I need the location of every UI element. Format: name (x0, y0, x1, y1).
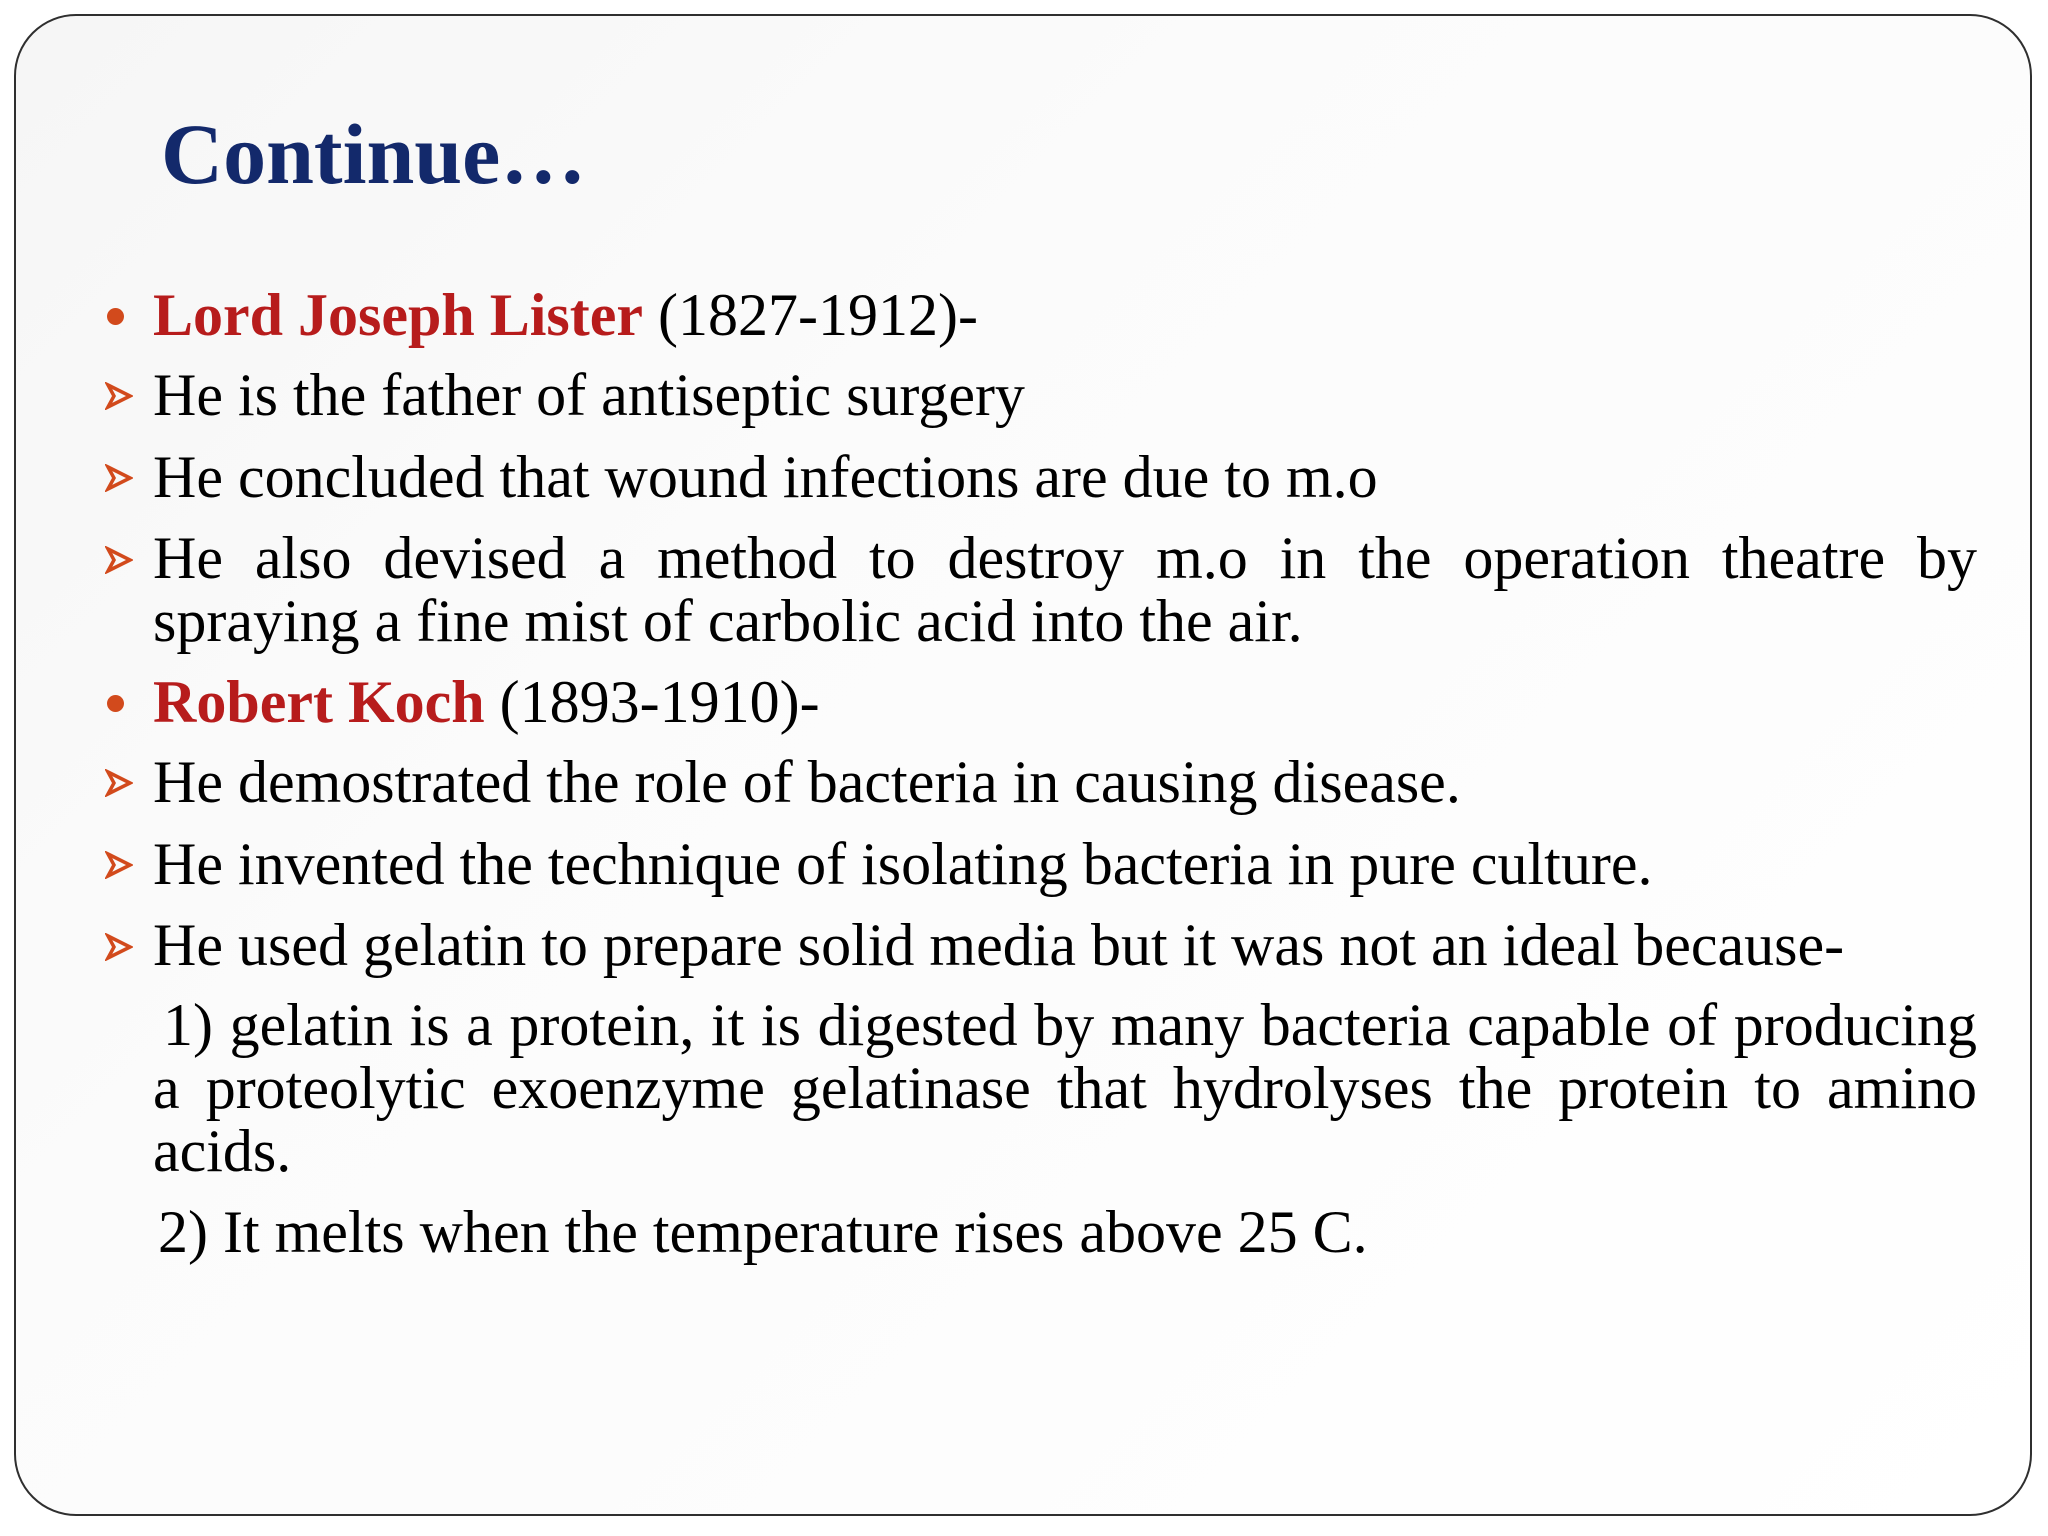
numbered-point-2: 2) It melts when the temperature rises above 25 C. (158, 1199, 1368, 1265)
person-name: Lord Joseph Lister (153, 282, 644, 348)
slide-content (153, 283, 1977, 1265)
list-item-text: He used gelatin to prepare solid media but it was not an ideal because- (153, 912, 1845, 978)
list-item-text: He also devised a method to destroy m.o in the operation theatre by spraying a fine mist of carbolic acid into the air. (153, 525, 1977, 654)
slide-title: Continue… (161, 106, 587, 202)
list-item (153, 832, 1977, 897)
dot-bullet-icon (105, 670, 145, 735)
arrow-bullet-icon (105, 527, 145, 592)
list-item (153, 750, 1977, 815)
list-item-text: He is the father of antiseptic surgery (153, 362, 1025, 428)
dot-bullet-icon (105, 283, 145, 348)
list-item (153, 445, 1977, 510)
list-item (153, 363, 1977, 428)
person-name: Robert Koch (153, 669, 485, 735)
person-heading-lister (153, 283, 1977, 348)
person-heading-koch (153, 670, 1977, 735)
arrow-bullet-icon (105, 750, 145, 815)
list-item-text: He concluded that wound infections are due to m.o (153, 444, 1378, 510)
list-item (153, 914, 1977, 977)
arrow-bullet-icon (105, 445, 145, 510)
slide-frame (14, 14, 2032, 1516)
arrow-bullet-icon (105, 363, 145, 428)
arrow-bullet-icon (105, 914, 145, 979)
numbered-point-1: 1) gelatin is a protein, it is digested by many bacteria capable of producing a proteolytic exoenzyme gelatinase that hydrolyses the protein to amino acids. (153, 992, 1977, 1184)
list-item-text: He demostrated the role of bacteria in causing disease. (153, 749, 1461, 815)
list-item (153, 527, 1977, 653)
list-item-text: He invented the technique of isolating bacteria in pure culture. (153, 831, 1653, 897)
arrow-bullet-icon (105, 832, 145, 897)
person-dates: (1827-1912)- (643, 282, 978, 348)
person-dates: (1893-1910)- (484, 669, 820, 735)
